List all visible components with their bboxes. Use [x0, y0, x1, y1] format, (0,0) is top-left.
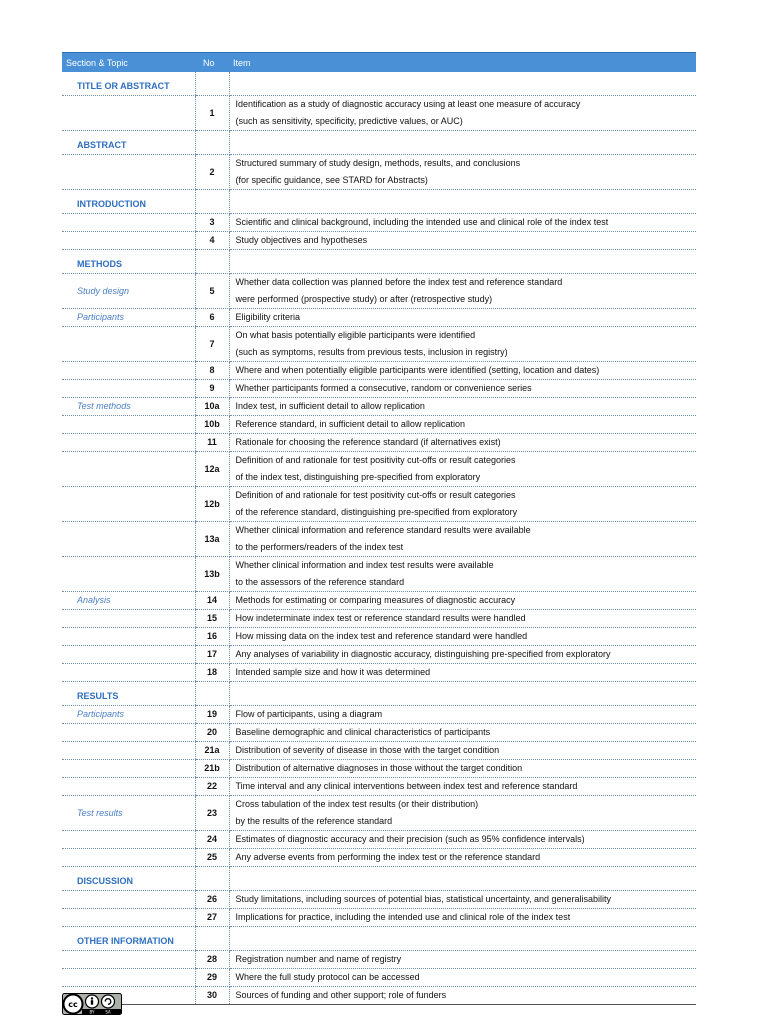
- item-text-line: Whether clinical information and index test results were available: [235, 560, 494, 570]
- item-text: [229, 214, 696, 232]
- topic-cell: Test results: [62, 796, 195, 831]
- section-row: [62, 250, 696, 274]
- item-number: 3: [195, 214, 229, 232]
- section-label: DISCUSSION: [62, 867, 195, 891]
- topic-cell: Study design: [62, 274, 195, 309]
- item-text-line: Implications for practice, including the intended use and clinical role of the index test: [235, 912, 571, 922]
- section-no-cell: [195, 72, 229, 96]
- item-text-line: (such as sensitivity, specificity, predictive values, or AUC): [235, 116, 463, 126]
- item-number: 11: [195, 434, 229, 452]
- table-row: [62, 522, 696, 557]
- item-text-line: were performed (prospective study) or after (retrospective study): [235, 294, 493, 304]
- item-text: [229, 778, 696, 796]
- section-label: INTRODUCTION: [62, 190, 195, 214]
- item-text-line: Registration number and name of registry: [235, 954, 402, 964]
- section-item-cell: [229, 131, 696, 155]
- item-text-line: Baseline demographic and clinical characteristics of participants: [235, 727, 491, 737]
- item-text: [229, 969, 696, 987]
- table-row: [62, 557, 696, 592]
- table-row: [62, 214, 696, 232]
- table-row: [62, 274, 696, 309]
- topic-cell: [62, 951, 195, 969]
- cc-text: cc: [68, 1000, 78, 1009]
- section-no-cell: [195, 927, 229, 951]
- section-row: [62, 682, 696, 706]
- item-text-line: of the index test, distinguishing pre-specified from exploratory: [235, 472, 481, 482]
- section-no-cell: [195, 867, 229, 891]
- header-item: Item: [229, 53, 696, 73]
- item-text-line: Eligibility criteria: [235, 312, 301, 322]
- table-row: [62, 831, 696, 849]
- topic-cell: [62, 557, 195, 592]
- item-text-line: Methods for estimating or comparing measures of diagnostic accuracy: [235, 595, 516, 605]
- item-text-line: On what basis potentially eligible participants were identified: [235, 330, 476, 340]
- item-number: 12b: [195, 487, 229, 522]
- section-row: [62, 867, 696, 891]
- topic-cell: [62, 434, 195, 452]
- item-text-line: Whether clinical information and reference standard results were available: [235, 525, 531, 535]
- topic-cell: [62, 522, 195, 557]
- item-number: 16: [195, 628, 229, 646]
- table-row: [62, 646, 696, 664]
- item-number: 7: [195, 327, 229, 362]
- table-row: [62, 592, 696, 610]
- item-text: [229, 796, 696, 831]
- item-text-line: by the results of the reference standard: [235, 816, 393, 826]
- item-text: [229, 909, 696, 927]
- by-text: BY: [89, 1009, 95, 1015]
- item-number: 5: [195, 274, 229, 309]
- item-text: [229, 416, 696, 434]
- item-text-line: Sources of funding and other support; role of funders: [235, 990, 447, 1000]
- topic-cell: [62, 96, 195, 131]
- table-row: [62, 891, 696, 909]
- item-number: 22: [195, 778, 229, 796]
- item-text-line: Distribution of severity of disease in those with the target condition: [235, 745, 500, 755]
- item-text-line: Intended sample size and how it was determined: [235, 667, 431, 677]
- topic-cell: [62, 362, 195, 380]
- item-text: [229, 646, 696, 664]
- item-number: 29: [195, 969, 229, 987]
- section-row: [62, 927, 696, 951]
- item-number: 27: [195, 909, 229, 927]
- item-text: [229, 891, 696, 909]
- item-text: [229, 522, 696, 557]
- table-row: [62, 796, 696, 831]
- item-text-line: Whether participants formed a consecutive, random or convenience series: [235, 383, 532, 393]
- topic-cell: [62, 214, 195, 232]
- item-text: [229, 664, 696, 682]
- item-number: 10b: [195, 416, 229, 434]
- table-row: [62, 398, 696, 416]
- item-number: 26: [195, 891, 229, 909]
- item-number: 25: [195, 849, 229, 867]
- topic-cell: [62, 646, 195, 664]
- topic-cell: [62, 760, 195, 778]
- section-no-cell: [195, 190, 229, 214]
- table-row: [62, 434, 696, 452]
- item-number: 17: [195, 646, 229, 664]
- topic-cell: [62, 742, 195, 760]
- table-row: [62, 380, 696, 398]
- item-text-line: Index test, in sufficient detail to allow replication: [235, 401, 425, 411]
- table-row: [62, 96, 696, 131]
- item-number: 24: [195, 831, 229, 849]
- section-label: METHODS: [62, 250, 195, 274]
- item-text-line: Scientific and clinical background, including the intended use and clinical role of the index test: [235, 217, 609, 227]
- topic-cell: [62, 416, 195, 434]
- section-row: [62, 72, 696, 96]
- section-label: ABSTRACT: [62, 131, 195, 155]
- item-number: 10a: [195, 398, 229, 416]
- section-no-cell: [195, 131, 229, 155]
- table-row: [62, 155, 696, 190]
- table-row: [62, 362, 696, 380]
- section-row: [62, 190, 696, 214]
- topic-cell: [62, 327, 195, 362]
- header-no: No: [195, 53, 229, 73]
- item-text: [229, 232, 696, 250]
- item-text-line: Distribution of alternative diagnoses in those without the target condition: [235, 763, 523, 773]
- checklist-table: [62, 52, 696, 1005]
- section-item-cell: [229, 190, 696, 214]
- item-number: 8: [195, 362, 229, 380]
- topic-cell: [62, 452, 195, 487]
- topic-cell: [62, 724, 195, 742]
- topic-cell: [62, 831, 195, 849]
- item-text-line: Time interval and any clinical interventions between index test and reference standard: [235, 781, 578, 791]
- section-item-cell: [229, 927, 696, 951]
- topic-cell: [62, 487, 195, 522]
- item-text: [229, 452, 696, 487]
- item-text: [229, 362, 696, 380]
- table-header: [62, 53, 696, 73]
- item-number: 12a: [195, 452, 229, 487]
- table-row: [62, 610, 696, 628]
- item-number: 9: [195, 380, 229, 398]
- topic-cell: [62, 232, 195, 250]
- item-number: 13b: [195, 557, 229, 592]
- item-text-line: How indeterminate index test or reference standard results were handled: [235, 613, 526, 623]
- sa-text: SA: [105, 1009, 111, 1015]
- item-number: 18: [195, 664, 229, 682]
- topic-cell: Analysis: [62, 592, 195, 610]
- table-row: [62, 309, 696, 327]
- item-text-line: Study objectives and hypotheses: [235, 235, 368, 245]
- item-text-line: Where and when potentially eligible participants were identified (setting, location and dates): [235, 365, 600, 375]
- table-body: [62, 72, 696, 1005]
- section-label: RESULTS: [62, 682, 195, 706]
- item-text-line: How missing data on the index test and reference standard were handled: [235, 631, 528, 641]
- item-text-line: Identification as a study of diagnostic accuracy using at least one measure of accuracy: [235, 99, 581, 109]
- item-number: 2: [195, 155, 229, 190]
- table-row: [62, 724, 696, 742]
- table-row: [62, 778, 696, 796]
- item-text: [229, 96, 696, 131]
- topic-cell: [62, 969, 195, 987]
- section-no-cell: [195, 250, 229, 274]
- item-text: [229, 760, 696, 778]
- item-text: [229, 434, 696, 452]
- table-row: [62, 760, 696, 778]
- topic-cell: [62, 849, 195, 867]
- topic-cell: [62, 380, 195, 398]
- section-item-cell: [229, 867, 696, 891]
- item-text: [229, 380, 696, 398]
- item-text-line: Definition of and rationale for test positivity cut-offs or result categories: [235, 490, 516, 500]
- item-text: [229, 610, 696, 628]
- item-number: 4: [195, 232, 229, 250]
- table-row: [62, 951, 696, 969]
- cc-by-sa-license-icon: [62, 993, 122, 1015]
- section-row: [62, 131, 696, 155]
- item-text-line: Any analyses of variability in diagnostic accuracy, distinguishing pre-specified from exploratory: [235, 649, 611, 659]
- item-text: [229, 831, 696, 849]
- header-section-topic: Section & Topic: [62, 53, 195, 73]
- item-text-line: (such as symptoms, results from previous tests, inclusion in registry): [235, 347, 508, 357]
- item-number: 6: [195, 309, 229, 327]
- item-number: 28: [195, 951, 229, 969]
- item-text-line: Any adverse events from performing the index test or the reference standard: [235, 852, 541, 862]
- table-row: [62, 987, 696, 1005]
- table-row: [62, 232, 696, 250]
- topic-cell: [62, 628, 195, 646]
- table-row: [62, 706, 696, 724]
- section-label: TITLE OR ABSTRACT: [62, 72, 195, 96]
- item-number: 23: [195, 796, 229, 831]
- topic-cell: Participants: [62, 309, 195, 327]
- table-row: [62, 969, 696, 987]
- item-text-line: Whether data collection was planned before the index test and reference standard: [235, 277, 563, 287]
- section-label: OTHER INFORMATION: [62, 927, 195, 951]
- topic-cell: Test methods: [62, 398, 195, 416]
- table-row: [62, 742, 696, 760]
- item-text-line: to the performers/readers of the index test: [235, 542, 404, 552]
- table-row: [62, 452, 696, 487]
- table-row: [62, 664, 696, 682]
- item-text: [229, 557, 696, 592]
- item-number: 13a: [195, 522, 229, 557]
- item-text-line: Where the full study protocol can be accessed: [235, 972, 420, 982]
- item-text: [229, 628, 696, 646]
- table-row: [62, 487, 696, 522]
- item-text: [229, 155, 696, 190]
- topic-cell: [62, 891, 195, 909]
- item-number: 15: [195, 610, 229, 628]
- item-text: [229, 398, 696, 416]
- item-text: [229, 724, 696, 742]
- table-row: [62, 416, 696, 434]
- topic-cell: [62, 778, 195, 796]
- topic-cell: Participants: [62, 706, 195, 724]
- item-text: [229, 849, 696, 867]
- item-text-line: of the reference standard, distinguishing pre-specified from exploratory: [235, 507, 518, 517]
- item-text-line: Rationale for choosing the reference standard (if alternatives exist): [235, 437, 501, 447]
- item-number: 1: [195, 96, 229, 131]
- item-text-line: Study limitations, including sources of potential bias, statistical uncertainty, and generalisability: [235, 894, 612, 904]
- item-text: [229, 309, 696, 327]
- section-item-cell: [229, 72, 696, 96]
- item-number: 20: [195, 724, 229, 742]
- table-row: [62, 909, 696, 927]
- section-item-cell: [229, 250, 696, 274]
- item-text-line: Flow of participants, using a diagram: [235, 709, 383, 719]
- item-number: 21b: [195, 760, 229, 778]
- item-text-line: Definition of and rationale for test positivity cut-offs or result categories: [235, 455, 516, 465]
- item-text: [229, 327, 696, 362]
- item-text: [229, 274, 696, 309]
- topic-cell: [62, 155, 195, 190]
- item-text-line: Reference standard, in sufficient detail to allow replication: [235, 419, 465, 429]
- item-text: [229, 742, 696, 760]
- table-row: [62, 628, 696, 646]
- item-text: [229, 951, 696, 969]
- table-row: [62, 327, 696, 362]
- item-text: [229, 706, 696, 724]
- topic-cell: [62, 610, 195, 628]
- topic-cell: [62, 664, 195, 682]
- item-number: 21a: [195, 742, 229, 760]
- section-item-cell: [229, 682, 696, 706]
- item-text: [229, 592, 696, 610]
- item-number: 19: [195, 706, 229, 724]
- item-text-line: Estimates of diagnostic accuracy and their precision (such as 95% confidence intervals): [235, 834, 585, 844]
- item-text-line: Structured summary of study design, methods, results, and conclusions: [235, 158, 521, 168]
- section-no-cell: [195, 682, 229, 706]
- item-text-line: to the assessors of the reference standard: [235, 577, 405, 587]
- topic-cell: [62, 909, 195, 927]
- item-text: [229, 487, 696, 522]
- item-number: 30: [195, 987, 229, 1005]
- table-row: [62, 849, 696, 867]
- item-text-line: Cross tabulation of the index test results (or their distribution): [235, 799, 479, 809]
- item-number: 14: [195, 592, 229, 610]
- item-text-line: (for specific guidance, see STARD for Abstracts): [235, 175, 428, 185]
- item-text: [229, 987, 696, 1005]
